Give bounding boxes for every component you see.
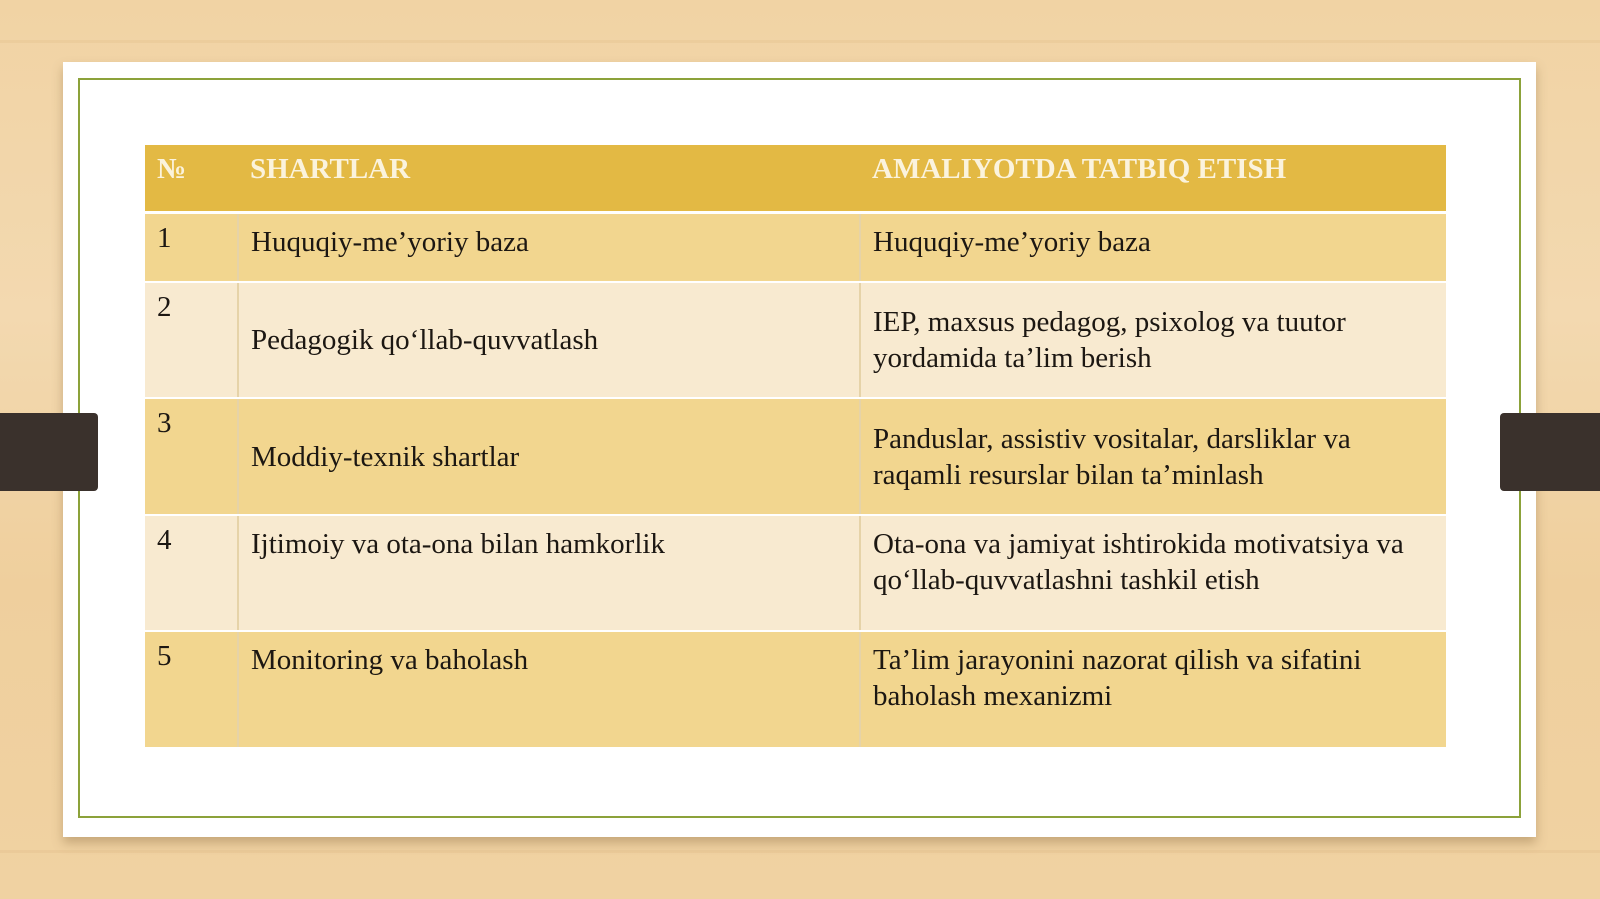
row-number: 3 bbox=[145, 398, 238, 515]
table-row bbox=[145, 515, 1446, 631]
row-condition: Huquqiy-me’yoriy baza bbox=[238, 212, 860, 282]
row-number: 2 bbox=[145, 282, 238, 398]
left-tab-decoration bbox=[0, 413, 98, 491]
row-practice: IEP, maxsus pedagog, psixolog va tuutor yordamida ta’lim berish bbox=[860, 282, 1446, 398]
row-condition: Pedagogik qo‘llab-quvvatlash bbox=[238, 282, 860, 398]
row-condition: Monitoring va baholash bbox=[238, 631, 860, 748]
row-number: 4 bbox=[145, 515, 238, 631]
row-condition: Ijtimoiy va ota-ona bilan hamkorlik bbox=[238, 515, 860, 631]
row-condition: Moddiy-texnik shartlar bbox=[238, 398, 860, 515]
header-practice: AMALIYOTDA TATBIQ ETISH bbox=[860, 145, 1446, 212]
header-conditions: SHARTLAR bbox=[238, 145, 860, 212]
table-header-row bbox=[145, 145, 1446, 212]
right-tab-decoration bbox=[1500, 413, 1600, 491]
row-practice: Huquqiy-me’yoriy baza bbox=[860, 212, 1446, 282]
row-practice: Ota-ona va jamiyat ishtirokida motivatsiya va qo‘llab-quvvatlashni tashkil etish bbox=[860, 515, 1446, 631]
table-row bbox=[145, 398, 1446, 515]
row-practice: Panduslar, assistiv vositalar, darsliklar va raqamli resurslar bilan ta’minlash bbox=[860, 398, 1446, 515]
table-row bbox=[145, 282, 1446, 398]
table-row bbox=[145, 631, 1446, 748]
row-practice: Ta’lim jarayonini nazorat qilish va sifatini baholash mexanizmi bbox=[860, 631, 1446, 748]
table-row bbox=[145, 212, 1446, 282]
row-number: 5 bbox=[145, 631, 238, 748]
header-num: № bbox=[145, 145, 238, 212]
row-number: 1 bbox=[145, 212, 238, 282]
conditions-table bbox=[145, 145, 1446, 749]
